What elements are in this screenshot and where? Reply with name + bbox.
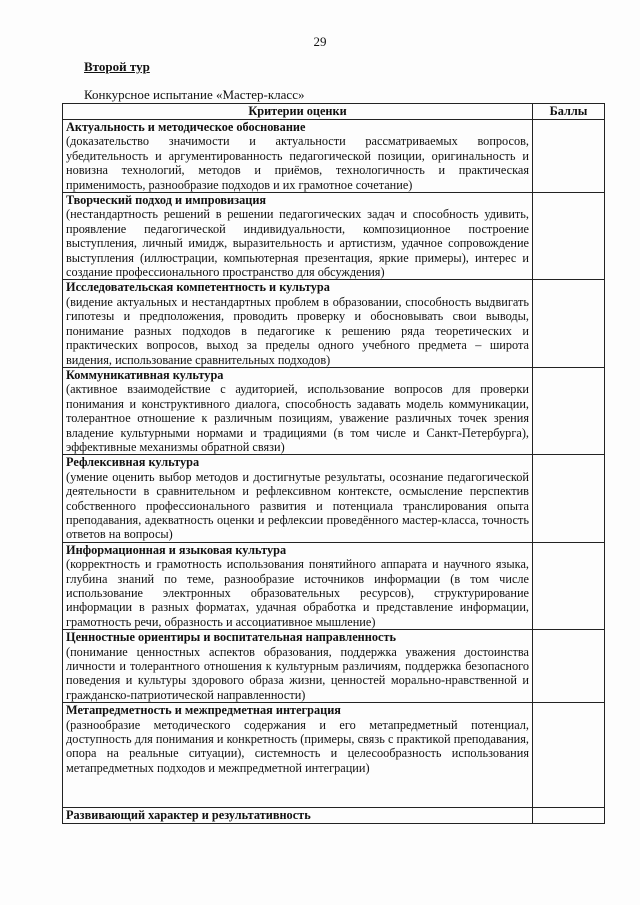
score-cell[interactable] — [533, 630, 605, 703]
criterion-cell — [63, 120, 533, 193]
criterion-row — [63, 630, 605, 703]
page-number: 29 — [313, 34, 327, 49]
criterion-row — [63, 703, 605, 808]
score-cell[interactable] — [533, 542, 605, 629]
criterion-title: Ценностные ориентиры и воспитательная направленность — [66, 630, 396, 645]
score-cell[interactable] — [533, 808, 605, 823]
criterion-title: Развивающий характер и результативность — [66, 808, 311, 823]
criterion-description: (активное взаимодействие с аудиторией, использование вопросов для проверки понимания и конструктивного диалога, способность задавать модель коммуникации, толерантное отношение к различным позициям, уважение различных точек зрения владение культурными нормами и традициями (в том числе и Санкт-Петербурга), эффективные механизмы обратной связи) — [66, 382, 529, 454]
criterion-cell — [63, 703, 533, 808]
criterion-cell — [63, 193, 533, 280]
criterion-cell — [63, 455, 533, 542]
criterion-row — [63, 455, 605, 542]
score-column-header: Баллы — [533, 104, 605, 120]
criterion-description: (доказательство значимости и актуальности рассматриваемых вопросов, убедительность и аргументированность педагогической позиции, оригинальность и новизна технологий, методов и приёмов, технологичность и практическая применимость, разнообразие подходов и их грамотное сочетание) — [66, 134, 529, 192]
criterion-description: (понимание ценностных аспектов образования, поддержка уважения достоинства личности и толерантного отношения к культурным различиям, поддержка безопасного поведения и культуры здорового образа жизни, ценностей морально-нравственной и гражданско-патриотической направленности) — [66, 644, 529, 702]
score-cell[interactable] — [533, 367, 605, 454]
criterion-description: (умение оценить выбор методов и достигнутые результаты, осознание педагогической деятельности в сравнительном и рефлексивном контексте, осмысление перспектив собственного профессионального развития и потенциала транслирования опыта преподавания, адекватность оценки и рефлексии проведённого мастер-класса, точность ответов на вопросы) — [66, 469, 529, 542]
criterion-cell — [63, 542, 533, 629]
criterion-row — [63, 367, 605, 454]
criterion-title: Рефлексивная культура — [66, 455, 200, 470]
criterion-description: (разнообразие методического содержания и его метапредметный потенциал, доступность для понимания и конкретность (примеры, связь с практикой преподавания, опора на реальные ситуации), системность и целесообразность использования метапредметных подходов и межпредметной интеграции) — [66, 717, 529, 775]
criterion-row — [63, 280, 605, 367]
criterion-row — [63, 542, 605, 629]
criterion-title: Коммуникативная культура — [66, 367, 224, 382]
score-cell[interactable] — [533, 280, 605, 367]
contest-name: Конкурсное испытание «Мастер-класс» — [84, 87, 305, 102]
score-cell[interactable] — [533, 703, 605, 808]
score-cell[interactable] — [533, 120, 605, 193]
criteria-table — [62, 103, 605, 824]
criterion-cell — [63, 808, 533, 823]
criterion-cell — [63, 367, 533, 454]
criterion-title: Творческий подход и импровизация — [66, 193, 267, 208]
criterion-row — [63, 808, 605, 823]
table-header-row — [63, 104, 605, 120]
criterion-description: (корректность и грамотность использования понятийного аппарата и научного языка, глубина знаний по теме, разнообразие источников информации (в том числе использование электронных образовательных ресурсов), структурирование информации в разных форматах, удачная обработка и представление информации, грамотность речи, образность и ассоциативное мышление) — [66, 557, 529, 629]
criterion-title: Актуальность и методическое обоснование — [66, 120, 306, 134]
criterion-description: (нестандартность решений в решении педагогических задач и способность удивить, проявление педагогической индивидуальности, композиционное построение выступления, личный имидж, выразительность и артистизм, удачное сопровождение выступления (иллюстрации, компьютерная презентация, яркие примеры), интерес и создание профессионального пространство для обсуждения) — [66, 207, 529, 280]
criterion-cell — [63, 630, 533, 703]
criterion-description: (видение актуальных и нестандартных проблем в образовании, способность выдвигать гипотезы и предположения, проводить проверку и обосновывать свои выводы, понимание разных подходов в педагогике к решению ряда теоретических и практических вопросов, выход за пределы одного учебного предмета – широта видения, использование сравнительных подходов) — [66, 294, 529, 367]
criterion-row — [63, 120, 605, 193]
criterion-title: Метапредметность и межпредметная интеграция — [66, 703, 341, 718]
criterion-title: Информационная и языковая культура — [66, 542, 287, 557]
score-cell[interactable] — [533, 193, 605, 280]
criterion-cell — [63, 280, 533, 367]
round-title: Второй тур — [84, 59, 150, 74]
criterion-title: Исследовательская компетентность и культура — [66, 280, 330, 295]
score-cell[interactable] — [533, 455, 605, 542]
criteria-column-header: Критерии оценки — [63, 104, 533, 120]
criterion-row — [63, 193, 605, 280]
